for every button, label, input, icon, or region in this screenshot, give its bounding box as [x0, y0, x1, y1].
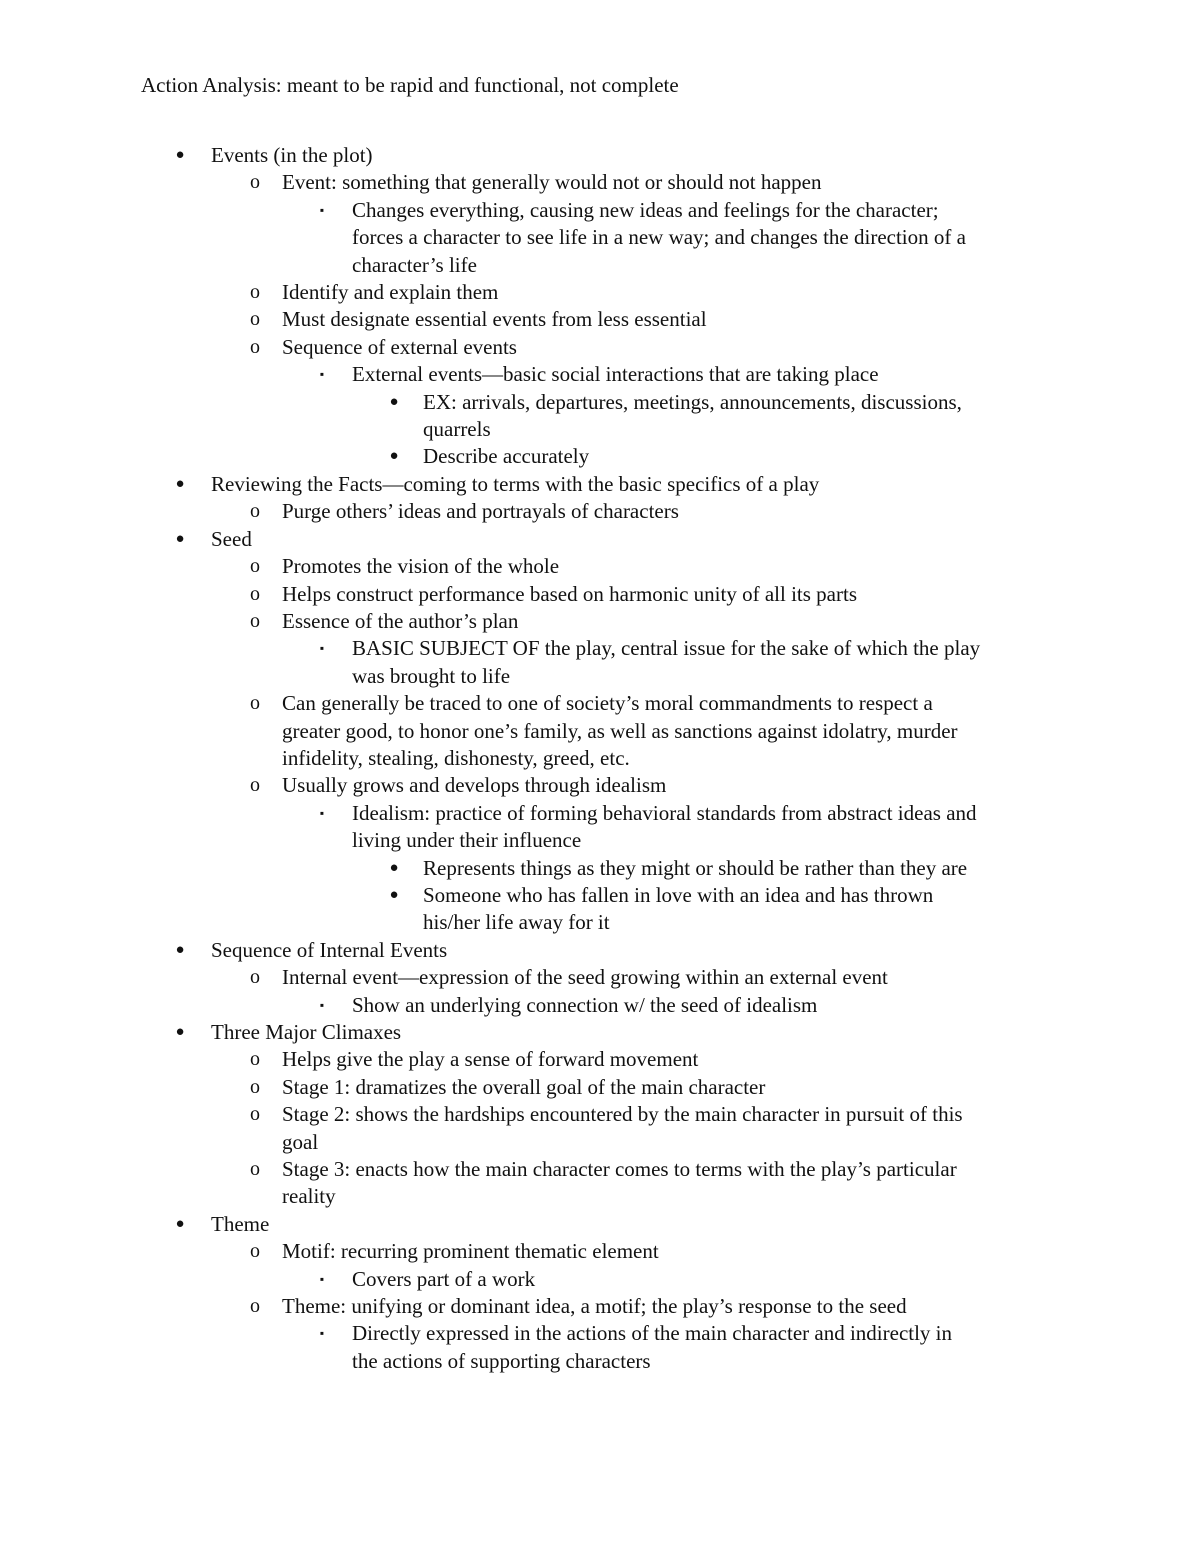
outline-item-line: Covers part of a work — [352, 1266, 536, 1291]
outline-item-level-2 — [0, 581, 1200, 608]
document-title: Action Analysis: meant to be rapid and functional, not complete — [141, 73, 679, 97]
outline-item-text — [352, 800, 1072, 855]
square-bullet-icon: ▪ — [319, 997, 325, 1012]
outline-item-line: his/her life away for it — [423, 910, 610, 935]
outline-item-line: Usually grows and develops through idealism — [282, 773, 667, 798]
outline-item-level-2 — [0, 306, 1200, 333]
outline-item-text — [282, 1238, 1072, 1265]
outline-item-text — [282, 690, 1072, 772]
outline-item-level-1 — [0, 142, 1200, 169]
outline-item-text — [282, 1156, 1072, 1211]
outline-item-level-2 — [0, 1101, 1200, 1156]
outline-item-line: Internal event—expression of the seed growing within an external event — [282, 965, 888, 990]
outline-item-line: Helps give the play a sense of forward movement — [282, 1047, 699, 1072]
outline-item-level-2 — [0, 772, 1200, 799]
outline-item-level-2 — [0, 553, 1200, 580]
outline-item-line: Events (in the plot) — [211, 143, 373, 167]
outline-item-text — [352, 992, 1072, 1019]
outline-item-line: Motif: recurring prominent thematic element — [282, 1239, 659, 1264]
square-bullet-icon: ▪ — [319, 1271, 325, 1286]
circle-bullet-icon: o — [250, 171, 260, 194]
outline-item-line: reality — [282, 1184, 336, 1209]
outline-item-line: the actions of supporting characters — [352, 1348, 651, 1373]
bullet-icon: ● — [175, 475, 185, 492]
outline-item-line: Three Major Climaxes — [211, 1020, 402, 1044]
bullet-icon: ● — [175, 530, 185, 547]
outline-item-line: Describe accurately — [423, 444, 590, 469]
outline-item-line: Seed — [211, 526, 252, 551]
outline-item-line: living under their influence — [352, 828, 582, 853]
outline-item-level-2 — [0, 964, 1200, 991]
square-bullet-icon: ▪ — [319, 1326, 325, 1341]
outline-item-text — [211, 142, 1071, 169]
outline-item-text — [282, 498, 1072, 525]
outline-item-text — [282, 964, 1072, 991]
outline-item-level-3 — [0, 361, 1200, 388]
outline-item-line: forces a character to see life in a new way; and changes the direction of a — [352, 225, 966, 250]
outline-item-line: Purge others’ ideas and portrayals of characters — [282, 499, 679, 524]
outline-item-level-3 — [0, 635, 1200, 690]
outline-item-line: Represents things as they might or should be rather than they are — [423, 855, 968, 880]
outline-item-line: Reviewing the Facts—coming to terms with the basic specifics of a play — [211, 471, 820, 496]
outline-item-text — [352, 1320, 1072, 1375]
outline-item-level-3 — [0, 800, 1200, 855]
outline-item-level-4 — [0, 882, 1200, 937]
outline-item-line: Can generally be traced to one of society’s moral commandments to respect a — [282, 691, 933, 716]
outline-item-level-3 — [0, 197, 1200, 279]
circle-bullet-icon: o — [250, 281, 260, 304]
circle-bullet-icon: o — [250, 609, 260, 632]
outline-item-line: greater good, to honor one’s family, as well as sanctions against idolatry, murder — [282, 718, 958, 743]
outline-item-text — [423, 389, 1043, 444]
outline-item-text — [423, 855, 1043, 882]
bullet-icon: ● — [175, 1024, 185, 1040]
outline-list — [0, 142, 1200, 1375]
outline-item-line: Essence of the author’s plan — [282, 608, 519, 633]
outline-item-text — [352, 361, 1072, 388]
outline-item-line: Event: something that generally would not or should not happen — [282, 170, 822, 195]
outline-item-line: Theme — [211, 1211, 270, 1236]
outline-item-level-2 — [0, 690, 1200, 772]
outline-item-text — [423, 882, 1043, 937]
circle-bullet-icon: o — [250, 335, 260, 358]
outline-item-level-2 — [0, 279, 1200, 306]
circle-bullet-icon: o — [250, 500, 260, 523]
square-bullet-icon: ▪ — [319, 202, 325, 217]
outline-item-line: Promotes the vision of the whole — [282, 554, 560, 579]
outline-item-level-4 — [0, 389, 1200, 444]
outline-item-level-2 — [0, 1238, 1200, 1265]
circle-bullet-icon: o — [250, 774, 260, 797]
outline-item-text — [282, 1046, 1072, 1073]
outline-item-text — [352, 1266, 1072, 1293]
outline-item-text — [282, 1074, 1072, 1101]
bullet-icon: ● — [175, 1215, 185, 1232]
outline-item-text — [211, 526, 1071, 553]
outline-item-text — [282, 581, 1072, 608]
outline-item-level-2 — [0, 498, 1200, 525]
outline-item-text — [282, 1101, 1072, 1156]
outline-item-line: Stage 3: enacts how the main character comes to terms with the play’s particular — [282, 1157, 957, 1182]
circle-bullet-icon: o — [250, 1103, 260, 1126]
bullet-icon: ● — [389, 448, 399, 465]
outline-item-text — [352, 197, 1072, 279]
bullet-icon: ● — [175, 147, 185, 163]
square-bullet-icon: ▪ — [319, 641, 325, 656]
outline-item-line: External events—basic social interactions that are taking place — [352, 362, 879, 387]
outline-item-level-1 — [0, 1211, 1200, 1238]
outline-item-text — [282, 306, 1072, 333]
outline-item-line: Must designate essential events from less essential — [282, 307, 707, 332]
circle-bullet-icon: o — [250, 1048, 260, 1071]
bullet-icon: ● — [389, 859, 399, 876]
outline-item-line: Changes everything, causing new ideas and feelings for the character; — [352, 197, 939, 222]
outline-item-line: EX: arrivals, departures, meetings, announcements, discussions, — [423, 389, 962, 414]
circle-bullet-icon: o — [250, 1240, 260, 1263]
outline-item-level-2 — [0, 1074, 1200, 1101]
outline-item-level-3 — [0, 1266, 1200, 1293]
outline-item-level-1 — [0, 471, 1200, 498]
outline-item-line: Stage 1: dramatizes the overall goal of the main character — [282, 1074, 766, 1099]
circle-bullet-icon: o — [250, 966, 260, 989]
outline-item-line: quarrels — [423, 417, 491, 442]
outline-item-text — [211, 1211, 1071, 1238]
outline-item-line: Idealism: practice of forming behavioral standards from abstract ideas and — [352, 800, 977, 825]
outline-item-line: Sequence of external events — [282, 334, 517, 359]
outline-item-level-1 — [0, 1019, 1200, 1046]
outline-item-text — [352, 635, 1072, 690]
outline-item-line: infidelity, stealing, dishonesty, greed, etc. — [282, 745, 630, 770]
outline-item-text — [282, 169, 1072, 196]
square-bullet-icon: ▪ — [319, 805, 325, 820]
outline-item-text — [282, 772, 1072, 799]
outline-item-text — [282, 1293, 1072, 1320]
circle-bullet-icon: o — [250, 582, 260, 605]
bullet-icon: ● — [389, 393, 399, 410]
outline-item-text — [211, 1019, 1071, 1046]
outline-item-level-2 — [0, 1046, 1200, 1073]
outline-item-level-1 — [0, 526, 1200, 553]
circle-bullet-icon: o — [250, 1075, 260, 1098]
outline-item-text — [282, 334, 1072, 361]
outline-item-level-3 — [0, 1320, 1200, 1375]
outline-item-line: goal — [282, 1129, 319, 1154]
circle-bullet-icon: o — [250, 692, 260, 715]
outline-item-line: Helps construct performance based on harmonic unity of all its parts — [282, 581, 857, 606]
outline-item-level-4 — [0, 443, 1200, 470]
bullet-icon: ● — [389, 886, 399, 903]
outline-item-line: Stage 2: shows the hardships encountered by the main character in pursuit of this — [282, 1102, 963, 1127]
square-bullet-icon: ▪ — [319, 367, 325, 382]
outline-item-level-2 — [0, 1293, 1200, 1320]
outline-item-level-2 — [0, 608, 1200, 635]
outline-item-line: Directly expressed in the actions of the main character and indirectly in — [352, 1321, 953, 1346]
outline-item-level-3 — [0, 992, 1200, 1019]
outline-item-level-4 — [0, 855, 1200, 882]
outline-item-line: Show an underlying connection w/ the seed of idealism — [352, 992, 818, 1017]
outline-item-text — [211, 937, 1071, 964]
outline-item-line: character’s life — [352, 252, 477, 277]
outline-item-text — [211, 471, 1071, 498]
outline-item-text — [282, 553, 1072, 580]
outline-item-line: Sequence of Internal Events — [211, 937, 448, 962]
outline-item-line: BASIC SUBJECT OF the play, central issue for the sake of which the play — [352, 636, 981, 661]
outline-item-text — [282, 608, 1072, 635]
outline-item-line: Identify and explain them — [282, 280, 499, 305]
outline-item-level-2 — [0, 1156, 1200, 1211]
circle-bullet-icon: o — [250, 308, 260, 331]
bullet-icon: ● — [175, 941, 185, 958]
circle-bullet-icon: o — [250, 1158, 260, 1181]
outline-item-level-2 — [0, 334, 1200, 361]
outline-item-line: Someone who has fallen in love with an idea and has thrown — [423, 882, 934, 907]
outline-item-text — [282, 279, 1072, 306]
outline-item-text — [423, 443, 1043, 470]
circle-bullet-icon: o — [250, 555, 260, 578]
outline-item-line: Theme: unifying or dominant idea, a motif; the play’s response to the seed — [282, 1294, 907, 1319]
outline-item-level-2 — [0, 169, 1200, 196]
outline-item-level-1 — [0, 937, 1200, 964]
circle-bullet-icon: o — [250, 1295, 260, 1318]
outline-item-line: was brought to life — [352, 663, 511, 688]
